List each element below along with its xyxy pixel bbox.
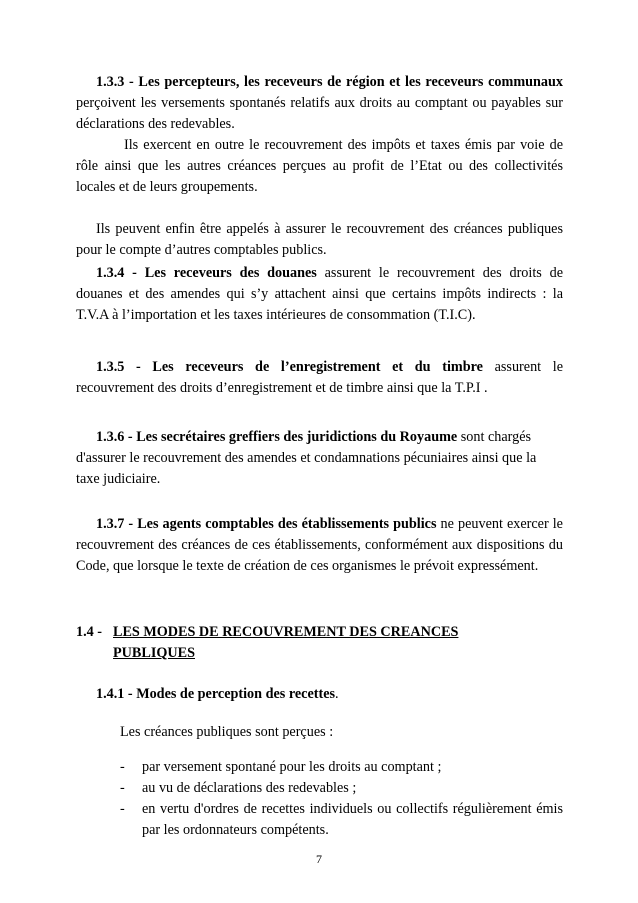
- section-1-3-6: [76, 427, 563, 490]
- section-1-3-6-text: sont chargés d'assurer le recouvrement des amendes et condamnations pécuniaires ainsi que la taxe judiciaire.: [76, 429, 537, 487]
- section-1-3-3-paragraph-2: Ils exercent en outre le recouvrement des impôts et taxes émis par voie de rôle ainsi que les autres créances perçues au profit de l’Etat ou des collectivités locales et de leurs groupements.: [76, 137, 563, 195]
- section-1-3-5: [76, 357, 563, 399]
- page-number: 7: [316, 852, 322, 866]
- list-intro: Les créances publiques sont perçues :: [120, 724, 334, 740]
- section-1-3-3-title: 1.3.3 - Les percepteurs, les receveurs de région et les receveurs communaux: [96, 74, 563, 90]
- section-1-3-5-text: assurent le recouvrement des droits d’enregistrement et de timbre ainsi que la T.P.I .: [76, 359, 564, 396]
- heading-1-4-number: 1.4 -: [76, 624, 103, 640]
- dash-marker: -: [120, 801, 125, 817]
- list-item: [120, 778, 563, 799]
- section-1-3-3-text: perçoivent les versements spontanés relatifs aux droits au comptant ou payables sur déclarations des redevables.: [76, 95, 563, 132]
- perception-modes-list: [120, 757, 563, 841]
- section-1-3-6-title: 1.3.6 - Les secrétaires greffiers des juridictions du Royaume: [96, 429, 458, 445]
- list-item: [120, 799, 563, 841]
- section-1-3-7-text: ne peuvent exercer le recouvrement des créances de ces établissements, conformément aux dispositions du Code, que lorsque le texte de création de ces organismes le prévoit expressément.: [76, 516, 563, 574]
- section-1-3-7: [76, 514, 563, 577]
- section-1-3-4: [76, 263, 563, 326]
- heading-1-4-title: LES MODES DE RECOUVREMENT DES CREANCES: [113, 624, 459, 640]
- subheading-1-4-1: [96, 684, 339, 705]
- list-item: [120, 757, 563, 778]
- subheading-1-4-1-title: 1.4.1 - Modes de perception des recettes: [96, 686, 336, 702]
- section-1-3-5-title: 1.3.5 - Les receveurs de l’enregistrement et du timbre: [96, 359, 483, 375]
- dash-marker: -: [120, 780, 125, 796]
- heading-1-4: [76, 622, 563, 664]
- heading-1-4-title-cont: PUBLIQUES: [113, 645, 195, 661]
- list-item-text: en vertu d'ordres de recettes individuels ou collectifs régulièrement émis par les ordonnateurs compétents.: [142, 801, 563, 838]
- list-item-text: au vu de déclarations des redevables ;: [142, 780, 357, 796]
- section-1-3-4-title: 1.3.4 - Les receveurs des douanes: [96, 265, 317, 281]
- section-1-3-4-text: assurent le recouvrement des droits de douanes et des amendes qui s’y attachent ainsi que certains impôts indirects : la T.V.A à l’importation et les taxes intérieures de consommation (T.I.C).: [76, 265, 563, 323]
- section-1-3-3: [76, 72, 563, 261]
- section-1-3-7-title: 1.3.7 - Les agents comptables des établissements publics: [96, 516, 437, 532]
- section-1-3-3-paragraph-3: Ils peuvent enfin être appelés à assurer le recouvrement des créances publiques pour le compte d’autres comptables publics.: [76, 221, 563, 258]
- dash-marker: -: [120, 759, 125, 775]
- subheading-1-4-1-suffix: .: [335, 686, 339, 702]
- list-item-text: par versement spontané pour les droits au comptant ;: [142, 759, 442, 775]
